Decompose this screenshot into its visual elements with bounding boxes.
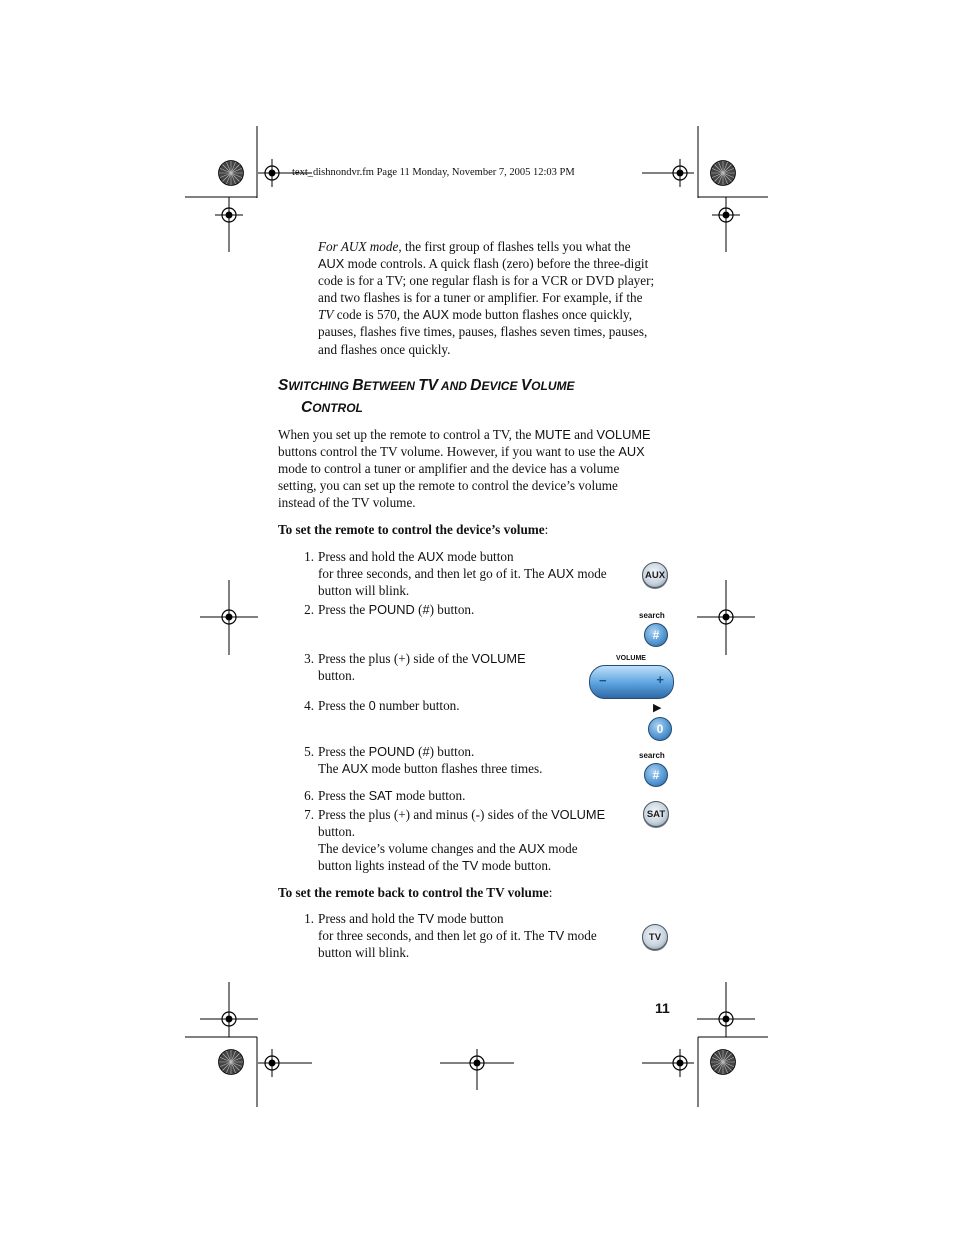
step-text: Press the plus (+) side of the bbox=[318, 651, 472, 666]
body-paragraph bbox=[278, 426, 688, 511]
intro-text: code is for a TV; one regular flash is for a VCR or DVD player; bbox=[318, 273, 655, 289]
heading-smallcaps: OLUME bbox=[531, 379, 575, 393]
tv-button-icon: TV bbox=[642, 924, 668, 950]
step-text: Press and hold the bbox=[318, 911, 418, 926]
step-1 bbox=[296, 548, 636, 599]
step-text: ) button. bbox=[429, 602, 475, 617]
step-number: 1. bbox=[304, 911, 314, 926]
step-3 bbox=[296, 650, 636, 684]
heading-cap: D bbox=[470, 377, 482, 394]
procedure-title-text: To set the remote back to control the TV volume bbox=[278, 885, 549, 900]
aux-button-icon: AUX bbox=[642, 562, 668, 588]
step-number: 4. bbox=[304, 698, 314, 713]
play-icon: ▶ bbox=[653, 702, 662, 714]
step-number: 7. bbox=[304, 807, 314, 822]
step-text: ( bbox=[414, 602, 423, 617]
step-text: button will blink. bbox=[318, 583, 410, 599]
procedure-title-text: To set the remote to control the device’s volume bbox=[278, 522, 545, 537]
body-text: When you set up the remote to control a TV, the bbox=[278, 427, 535, 442]
intro-text: , the first group of flashes tells you what the bbox=[398, 239, 631, 254]
intro-text: and two flashes is for a tuner or amplifier. For example, if the bbox=[318, 290, 643, 306]
colon: : bbox=[548, 885, 553, 900]
section-heading bbox=[278, 375, 575, 419]
step-6 bbox=[296, 787, 636, 804]
step-text: button. bbox=[318, 668, 355, 684]
volume-label: VOLUME bbox=[616, 655, 646, 662]
step-text: Press the plus (+) and minus (-) sides of the bbox=[318, 807, 552, 822]
step-text: mode button. bbox=[392, 788, 466, 803]
step-text: The device’s volume changes and the bbox=[318, 841, 519, 857]
intro-text: pauses, flashes five times, pauses, flashes seven times, pauses, bbox=[318, 324, 648, 340]
step-text: Press the bbox=[318, 788, 369, 803]
step-4 bbox=[296, 697, 636, 714]
procedure-title bbox=[278, 884, 552, 901]
heading-smallcaps: AND bbox=[438, 379, 471, 393]
volume-keyword: VOLUME bbox=[596, 427, 651, 442]
step-text: mode bbox=[544, 841, 578, 857]
mute-keyword: MUTE bbox=[534, 427, 571, 442]
step-text: ) button. bbox=[429, 744, 475, 759]
intro-text: code is 570, the bbox=[333, 307, 423, 323]
step-number: 5. bbox=[304, 744, 314, 759]
body-text: instead of the TV volume. bbox=[278, 495, 416, 511]
aux-keyword: AUX bbox=[518, 841, 545, 857]
step-text: Press and hold the bbox=[318, 549, 418, 564]
page-number: 11 bbox=[655, 1000, 670, 1016]
aux-keyword: AUX bbox=[341, 761, 369, 777]
step-text: mode button flashes three times. bbox=[368, 761, 543, 777]
volume-minus-icon: − bbox=[599, 673, 607, 688]
volume-keyword: VOLUME bbox=[551, 807, 606, 822]
aux-keyword: AUX bbox=[422, 307, 450, 323]
aux-keyword: AUX bbox=[547, 566, 575, 582]
tv-term: TV bbox=[318, 307, 334, 323]
search-label: search bbox=[639, 611, 665, 620]
step-5 bbox=[296, 743, 636, 777]
step-1 bbox=[296, 910, 636, 961]
hash-keyword: # bbox=[422, 744, 430, 759]
step-text: mode bbox=[574, 566, 607, 582]
step-2 bbox=[296, 601, 636, 618]
step-text: button will blink. bbox=[318, 945, 410, 961]
heading-cap: S bbox=[278, 377, 289, 394]
search-label: search bbox=[639, 751, 665, 760]
pound-button-icon: # bbox=[644, 623, 668, 647]
step-text: The bbox=[318, 761, 342, 777]
step-text: Press the bbox=[318, 602, 369, 617]
heading-cap: V bbox=[520, 377, 532, 394]
intro-text: and flashes once quickly. bbox=[318, 341, 451, 357]
hash-keyword: # bbox=[422, 602, 430, 617]
file-info-header: text_dishnondvr.fm Page 11 Monday, November 7, 2005 12:03 PM bbox=[292, 167, 575, 178]
intro-paragraph bbox=[318, 238, 688, 358]
intro-text: mode controls. A quick flash (zero) before the three-digit bbox=[344, 256, 649, 272]
intro-text: mode button flashes once quickly, bbox=[449, 307, 633, 323]
zero-keyword: 0 bbox=[368, 698, 376, 713]
step-number: 2. bbox=[304, 602, 314, 617]
aux-keyword: AUX bbox=[417, 549, 444, 564]
step-number: 3. bbox=[304, 651, 314, 666]
pound-keyword: POUND bbox=[368, 602, 415, 617]
step-text: mode button bbox=[443, 549, 514, 564]
step-number: 1. bbox=[304, 549, 314, 564]
step-text: mode button. bbox=[478, 858, 552, 874]
body-text: setting, you can set up the remote to control the device’s volume bbox=[278, 478, 618, 494]
colon: : bbox=[544, 522, 549, 537]
step-text: for three seconds, and then let go of it. The bbox=[318, 566, 548, 582]
step-text: Press the bbox=[318, 698, 369, 713]
aux-keyword: AUX bbox=[618, 444, 645, 460]
sat-button-icon: SAT bbox=[643, 801, 669, 827]
body-text: buttons control the TV volume. However, if you want to use the bbox=[278, 444, 619, 460]
volume-keyword: VOLUME bbox=[471, 651, 526, 666]
tv-keyword: TV bbox=[547, 928, 565, 944]
body-text: and bbox=[570, 427, 597, 442]
pound-keyword: POUND bbox=[368, 744, 415, 759]
heading-cap: B bbox=[352, 377, 364, 394]
step-text: ( bbox=[414, 744, 423, 759]
step-text: for three seconds, and then let go of it. The bbox=[318, 928, 548, 944]
step-text: button. bbox=[318, 824, 355, 840]
heading-cap: C bbox=[301, 399, 313, 416]
step-text: mode button bbox=[434, 911, 504, 926]
pound-button-icon: # bbox=[644, 763, 668, 787]
sat-keyword: SAT bbox=[368, 788, 393, 803]
step-text: number button. bbox=[375, 698, 460, 713]
step-number: 6. bbox=[304, 788, 314, 803]
heading-smallcaps: ONTROL bbox=[312, 401, 363, 415]
tv-keyword: TV bbox=[417, 911, 434, 926]
aux-mode-term: For AUX mode bbox=[318, 239, 399, 254]
zero-button-icon: 0 bbox=[648, 717, 672, 741]
heading-smallcaps: EVICE bbox=[481, 379, 521, 393]
step-7 bbox=[296, 806, 636, 874]
heading-smallcaps: ETWEEN bbox=[363, 379, 419, 393]
heading-cap: TV bbox=[418, 377, 439, 394]
body-text: mode to control a tuner or amplifier and the device has a volume bbox=[278, 461, 620, 477]
step-text: button lights instead of the bbox=[318, 858, 462, 874]
step-text: mode bbox=[564, 928, 597, 944]
volume-rocker-icon bbox=[589, 665, 674, 699]
volume-plus-icon: + bbox=[656, 672, 664, 687]
aux-keyword: AUX bbox=[318, 256, 345, 272]
heading-smallcaps: WITCHING bbox=[288, 379, 353, 393]
tv-keyword: TV bbox=[461, 858, 479, 874]
step-text: Press the bbox=[318, 744, 369, 759]
procedure-title bbox=[278, 521, 548, 538]
